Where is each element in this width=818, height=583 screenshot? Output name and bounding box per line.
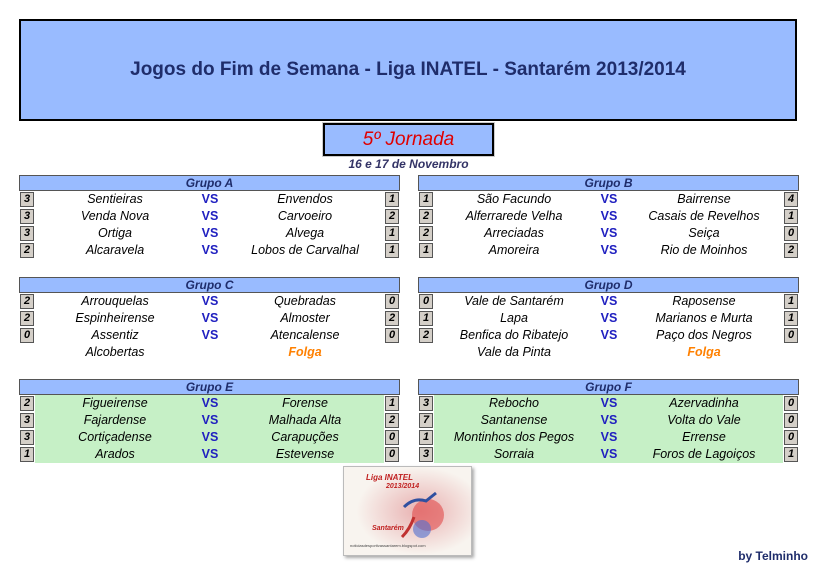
folga-label: Folga — [687, 345, 721, 359]
home-score: 1 — [419, 311, 433, 326]
home-score: 3 — [20, 430, 34, 445]
home-score: 2 — [419, 209, 433, 224]
home-team: Alcaravela — [85, 243, 145, 257]
away-score: 0 — [385, 294, 399, 309]
match-row — [418, 412, 799, 429]
logo-caption: Santarém — [372, 525, 404, 532]
home-team: Rebocho — [488, 396, 540, 410]
folga-row — [19, 344, 400, 361]
match-row — [19, 310, 400, 327]
vs-label: VS — [201, 226, 219, 240]
match-row — [19, 412, 400, 429]
away-score: 2 — [385, 413, 399, 428]
home-team: Lapa — [500, 311, 528, 325]
vs-label: VS — [201, 243, 219, 257]
away-score: 2 — [385, 209, 399, 224]
vs-label: VS — [201, 396, 219, 410]
home-score: 2 — [419, 226, 433, 241]
home-score: 3 — [419, 396, 433, 411]
match-row — [19, 395, 400, 412]
group-a — [19, 175, 400, 259]
home-team: Santanense — [480, 413, 548, 427]
away-team: Alvega — [285, 226, 325, 240]
away-team: Paço dos Negros — [656, 328, 752, 342]
home-score: 3 — [20, 413, 34, 428]
home-team: Amoreira — [488, 243, 540, 257]
away-score: 1 — [385, 243, 399, 258]
away-team: Envendos — [277, 192, 333, 206]
home-team: São Facundo — [476, 192, 552, 206]
home-score: 2 — [20, 311, 34, 326]
match-row — [418, 242, 799, 259]
group-header: Grupo E — [19, 379, 400, 395]
vs-label: VS — [201, 447, 219, 461]
away-team: Almoster — [280, 311, 330, 325]
vs-label: VS — [600, 311, 618, 325]
vs-label: VS — [201, 430, 219, 444]
match-row — [418, 327, 799, 344]
match-row — [19, 242, 400, 259]
group-d — [418, 277, 799, 361]
title-banner — [19, 19, 797, 121]
home-team: Sorraia — [493, 447, 535, 461]
home-team: Montinhos dos Pegos — [453, 430, 575, 444]
match-row — [19, 191, 400, 208]
away-team: Raposense — [672, 294, 736, 308]
group-c — [19, 277, 400, 361]
away-team: Estevense — [275, 447, 335, 461]
match-row — [418, 446, 799, 463]
group-header: Grupo B — [418, 175, 799, 191]
home-team: Alferrarede Velha — [465, 209, 563, 223]
away-team: Forense — [282, 396, 328, 410]
away-score: 1 — [784, 447, 798, 462]
vs-label: VS — [600, 243, 618, 257]
away-score: 0 — [385, 328, 399, 343]
away-team: Carapuções — [271, 430, 339, 444]
home-score: 2 — [419, 328, 433, 343]
home-team: Venda Nova — [80, 209, 150, 223]
logo-url: noticiasdesportivassantarem.blogspot.com — [350, 543, 426, 548]
page-title: Jogos do Fim de Semana - Liga INATEL - Santarém 2013/2014 — [130, 59, 686, 80]
away-score: 1 — [784, 294, 798, 309]
away-team: Marianos e Murta — [655, 311, 753, 325]
vs-label: VS — [201, 311, 219, 325]
home-score: 3 — [419, 447, 433, 462]
vs-label: VS — [600, 447, 618, 461]
away-score: 1 — [784, 311, 798, 326]
away-team: Seiça — [688, 226, 720, 240]
folga-team: Vale da Pinta — [477, 345, 551, 359]
away-team: Errense — [682, 430, 726, 444]
away-team: Malhada Alta — [268, 413, 342, 427]
vs-label: VS — [201, 192, 219, 206]
vs-label: VS — [600, 226, 618, 240]
vs-label: VS — [201, 413, 219, 427]
home-team: Cortiçadense — [78, 430, 152, 444]
away-score: 0 — [784, 396, 798, 411]
home-team: Arreciadas — [484, 226, 544, 240]
group-f — [418, 379, 799, 463]
away-score: 0 — [784, 413, 798, 428]
away-score: 2 — [784, 243, 798, 258]
vs-label: VS — [201, 328, 219, 342]
home-team: Sentieiras — [87, 192, 143, 206]
folga-label: Folga — [288, 345, 322, 359]
logo-line1: Liga INATEL — [366, 473, 413, 482]
away-score: 0 — [385, 430, 399, 445]
away-score: 2 — [385, 311, 399, 326]
home-score: 3 — [20, 192, 34, 207]
match-row — [418, 293, 799, 310]
home-team: Fajardense — [83, 413, 147, 427]
match-row — [418, 310, 799, 327]
home-team: Benfica do Ribatejo — [459, 328, 569, 342]
home-score: 0 — [419, 294, 433, 309]
match-date: 16 e 17 de Novembro — [348, 157, 469, 171]
home-score: 2 — [20, 396, 34, 411]
vs-label: VS — [600, 328, 618, 342]
home-team: Arrouquelas — [81, 294, 149, 308]
vs-label: VS — [600, 192, 618, 206]
league-logo — [343, 466, 472, 556]
away-score: 1 — [385, 192, 399, 207]
away-team: Foros de Lagoiços — [652, 447, 756, 461]
home-score: 0 — [20, 328, 34, 343]
away-score: 1 — [385, 396, 399, 411]
folga-row — [418, 344, 799, 361]
home-score: 1 — [20, 447, 34, 462]
home-score: 1 — [419, 192, 433, 207]
home-score: 2 — [20, 294, 34, 309]
home-score: 1 — [419, 243, 433, 258]
away-team: Volta do Vale — [667, 413, 741, 427]
away-team: Lobos de Carvalhal — [251, 243, 359, 257]
vs-label: VS — [600, 396, 618, 410]
away-team: Bairrense — [677, 192, 731, 206]
away-score: 1 — [385, 226, 399, 241]
home-team: Ortiga — [97, 226, 133, 240]
group-header: Grupo C — [19, 277, 400, 293]
match-row — [19, 446, 400, 463]
match-row — [19, 293, 400, 310]
vs-label: VS — [201, 294, 219, 308]
home-team: Espinheirense — [75, 311, 155, 325]
vs-label: VS — [600, 413, 618, 427]
home-score: 2 — [20, 243, 34, 258]
match-row — [418, 429, 799, 446]
away-score: 4 — [784, 192, 798, 207]
home-team: Figueirense — [82, 396, 148, 410]
home-team: Assentiz — [91, 328, 139, 342]
home-score: 7 — [419, 413, 433, 428]
away-team: Rio de Moinhos — [660, 243, 748, 257]
away-team: Quebradas — [274, 294, 336, 308]
home-score: 1 — [419, 430, 433, 445]
author-credit: by Telminho — [738, 549, 808, 563]
away-score: 0 — [784, 328, 798, 343]
away-score: 0 — [784, 430, 798, 445]
match-row — [418, 191, 799, 208]
match-row — [418, 225, 799, 242]
away-team: Carvoeiro — [277, 209, 333, 223]
away-score: 0 — [385, 447, 399, 462]
group-e — [19, 379, 400, 463]
folga-team: Alcobertas — [85, 345, 145, 359]
vs-label: VS — [201, 209, 219, 223]
jornada-banner — [323, 123, 494, 156]
home-team: Vale de Santarém — [464, 294, 564, 308]
match-row — [19, 208, 400, 225]
match-row — [19, 327, 400, 344]
home-score: 3 — [20, 209, 34, 224]
group-header: Grupo F — [418, 379, 799, 395]
vs-label: VS — [600, 294, 618, 308]
match-row — [19, 225, 400, 242]
away-team: Azervadinha — [669, 396, 739, 410]
group-header: Grupo D — [418, 277, 799, 293]
home-score: 3 — [20, 226, 34, 241]
home-team: Arados — [95, 447, 135, 461]
group-header: Grupo A — [19, 175, 400, 191]
match-row — [418, 395, 799, 412]
match-row — [418, 208, 799, 225]
match-row — [19, 429, 400, 446]
away-team: Atencalense — [270, 328, 340, 342]
jornada-label: 5º Jornada — [362, 128, 455, 150]
away-score: 1 — [784, 209, 798, 224]
group-b — [418, 175, 799, 259]
vs-label: VS — [600, 209, 618, 223]
logo-line2: 2013/2014 — [386, 483, 420, 490]
away-team: Casais de Revelhos — [648, 209, 760, 223]
away-score: 0 — [784, 226, 798, 241]
vs-label: VS — [600, 430, 618, 444]
